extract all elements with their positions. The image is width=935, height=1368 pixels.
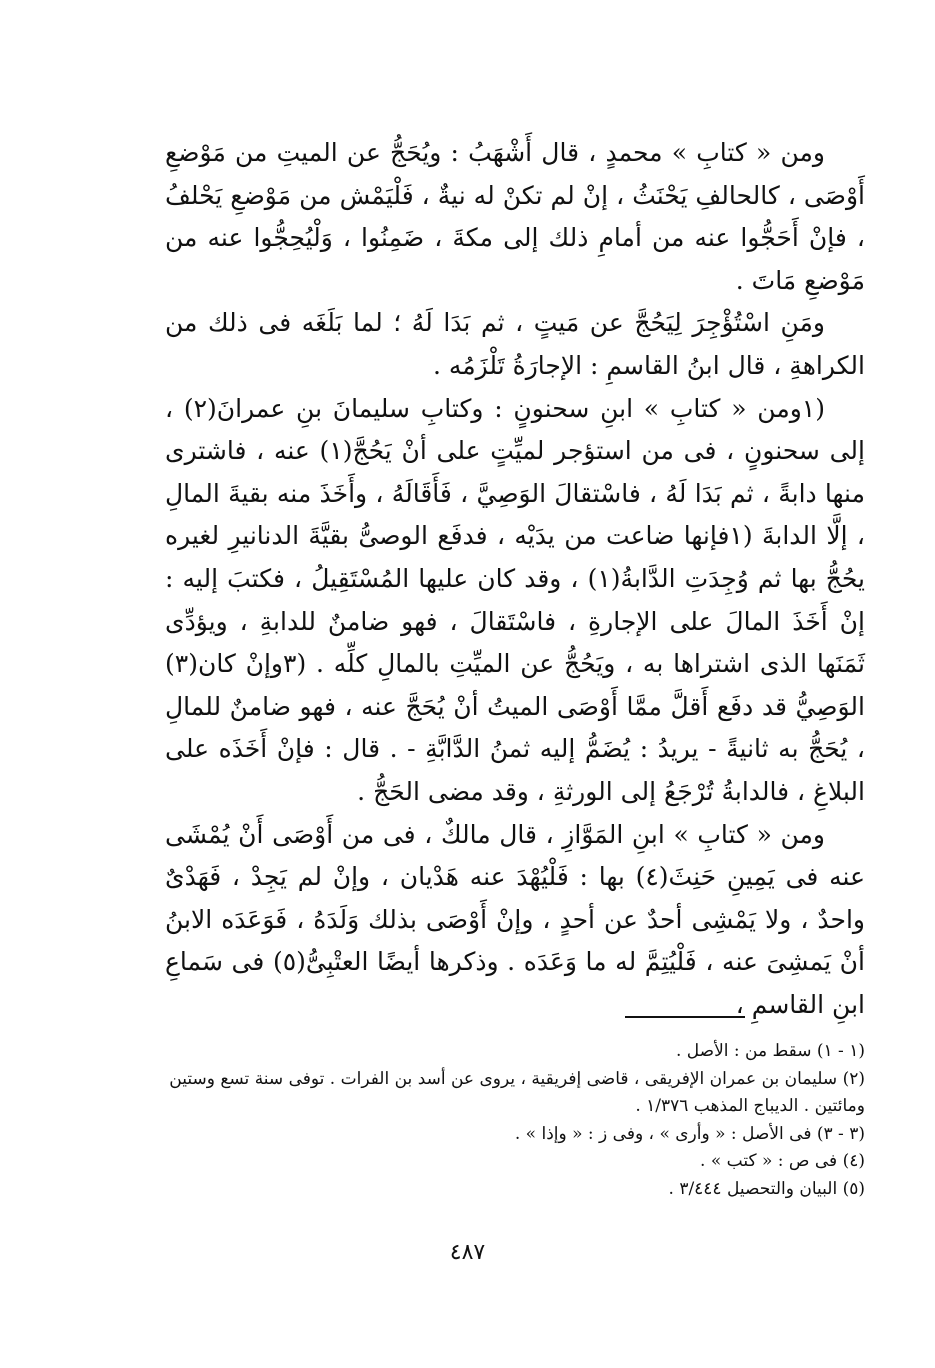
footnote-1: (١ - ١) سقط من : الأصل . xyxy=(675,1041,865,1061)
paragraph-3: (١ومن « كتابِ » ابنِ سحنونٍ : وكتابِ سليمانَ بنِ عمرانَ(٢) ، إلى سحنونٍ ، فى من استؤجر لميِّتٍ على أنْ يَحُجَّ(١) عنه ، فاشترى منها دابةً ، ثم بَدَا لَهُ ، فاسْتقالَ الوَصِيَّ ، فَأَقَالَهُ ، وأَخَذَ منه بقيةَ المالِ ، إلَّا الدابةَ (١فإنها ضاعت من يدَيْه ، فدفَع الوصىُّ بقيَّةَ الدنانيرِ لغيره يحُجُّ بها ثم وُجِدَتِ الدَّابةُ(١) ، وقد كان عليها المُسْتَقِيلُ ، فكتبَ إليه : إنْ أَخَذَ المالَ على الإجارةِ ، فاسْتَقالَ ، فهو ضامنٌ للدابةِ ، ويؤدِّى ثَمَنَها الذى اشتراها به ، ويَحُجُّ عن الميِّتِ بالمالِ كلِّه . (٣وإنْ كان(٣) الوَصِيُّ قد دفَع أَقلَّ ممَّا أَوْصَى الميتُ أنْ يُحَجَّ عنه ، فهو ضامنٌ للمالِ ، يُحَجُّ به ثانيةً - يريدُ : يُضَمُّ إليه ثمنُ الدَّابَّةِ - . قال : فإنْ أَخَذَه على البلاغِ ، فالدابةُ تُرْجَعُ إلى الورثةِ ، وقد مضى الحَجُّ . xyxy=(165,393,865,806)
footnote-5: (٥) البيان والتحصيل ٣/٤٤٤ . xyxy=(668,1178,865,1199)
footnote-separator xyxy=(625,1016,745,1018)
paragraph-4: ومن « كتابِ » ابنِ المَوَّازِ ، قال مالكٌ ، فى من أَوْصَى أَنْ يُمْشَى عنه فى يَمِينِ حَنِثَ(٤) بها : فَلْيُهْدَ عنه هَدْيان ، وإنْ لم يَجِدْ ، فَهَدْىٌ واحدٌ ، ولا يَمْشِى أحدٌ عن أحدٍ ، وإنْ أَوْصَى بذلك وَلَدَهُ ، فَوَعَدَه الابنُ أنْ يَمشِىَ عنه ، فَلْيُتِمَّ له ما وَعَدَه . وذكرها أيضًا العتْبِىُّ(٥) فى سَماعِ ابنِ القاسمِ ، xyxy=(165,819,865,1019)
footnote-4: (٤) فى ص : « كتب » . xyxy=(700,1151,865,1171)
footnotes xyxy=(165,1038,865,1203)
footnote-2: (٢) سليمان بن عمران الإفريقى ، قاضى إفريقية ، يروى عن أسد بن الفرات . توفى سنة تسع وستين ومائتين . الديباج المذهب ١/٣٧٦ . xyxy=(169,1068,865,1116)
page-number: ٤٨٧ xyxy=(449,1240,486,1265)
paragraph-1: ومن « كتابِ » محمدٍ ، قال أَشْهَبُ : ويُحَجُّ عن الميتِ من مَوْضعِ أَوْصَى ، كالحالفِ يَحْنَثُ ، إنْ لم تكنْ له نيةٌ ، فَلْيَمْش من مَوْضعِ يَحْلفُ ، فإنْ أَحَجُّوا عنه من أمامِ ذلك إلى مكةَ ، ضَمِنُوا ، وَلْيُحِجُّوا عنه من مَوْضعِ مَاتَ . xyxy=(165,138,865,295)
paragraph-2: ومَنِ اسْتُؤْجِرَ لِيَحُجَّ عن مَيتٍ ، ثم بَدَا لَهُ ؛ لما بَلَغَه فى ذلك من الكراهةِ ، قال ابنُ القاسمِ : الإجارَةُ تَلْزَمُه . xyxy=(165,308,865,380)
footnote-3: (٣ - ٣) فى الأصل : « وأرى » ، وفى ز : « وإذا » . xyxy=(514,1123,865,1144)
main-text xyxy=(165,132,865,1026)
